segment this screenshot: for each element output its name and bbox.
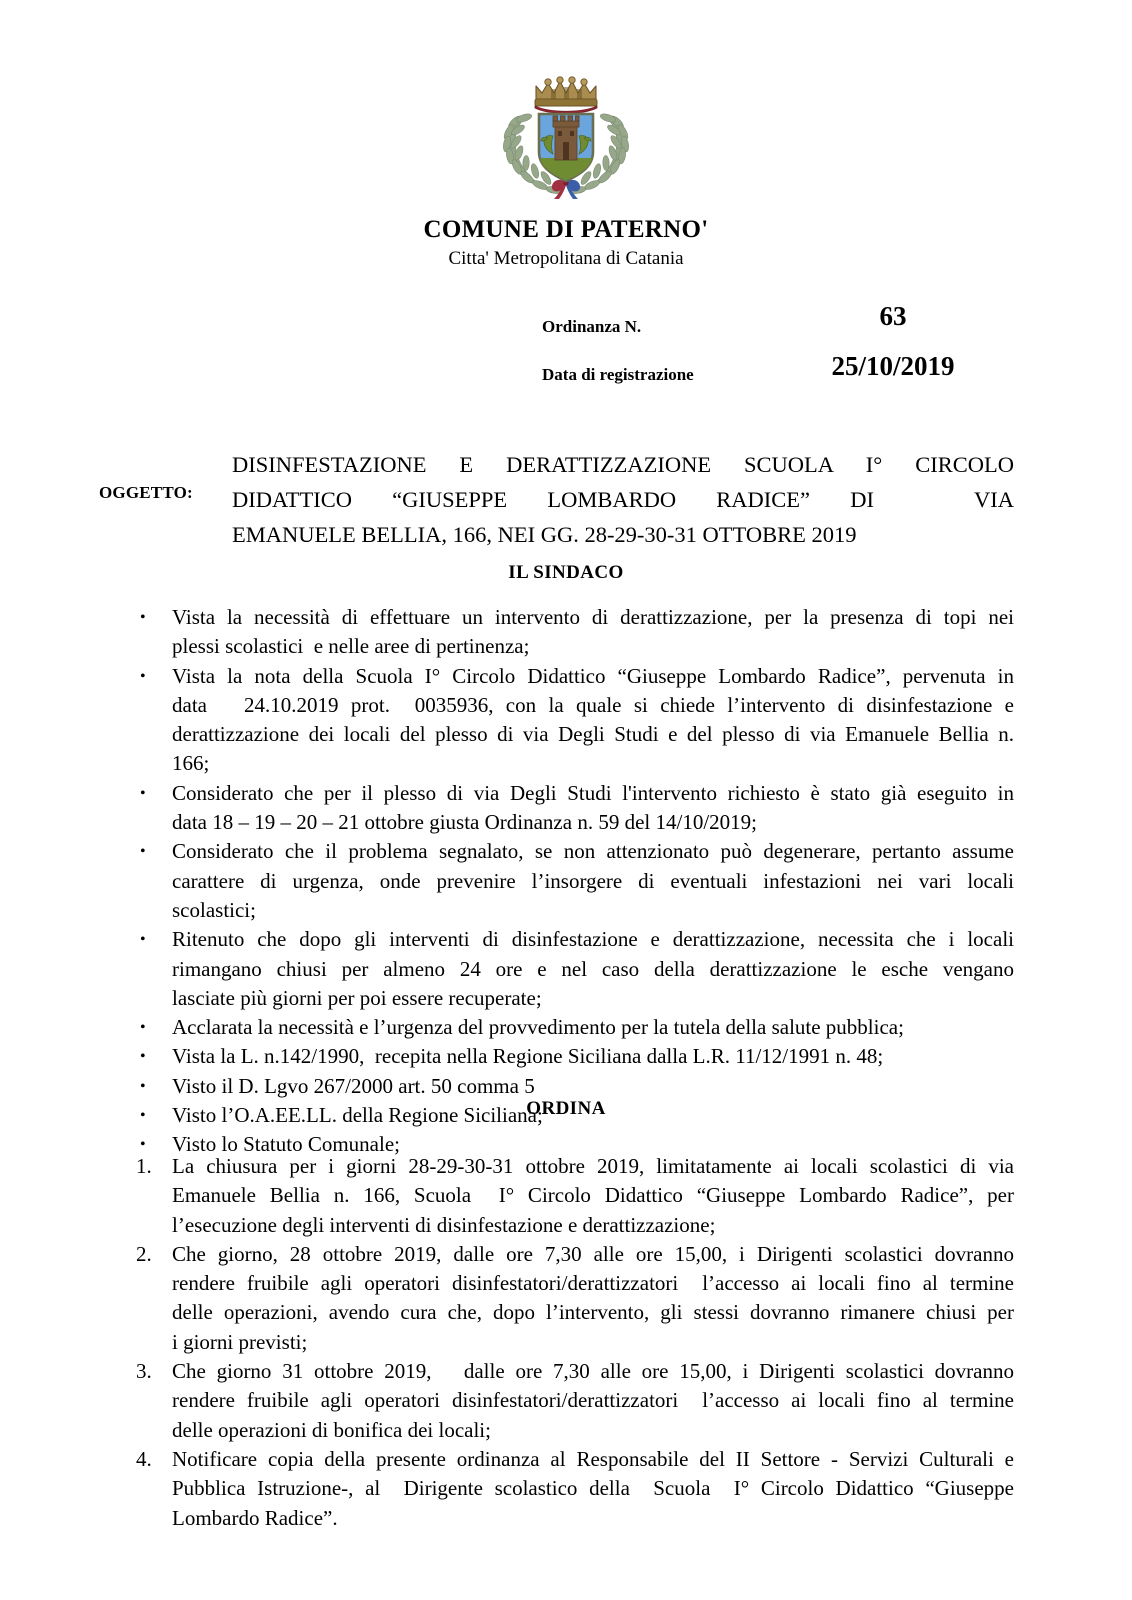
preamble-item-text <box>172 925 1014 1013</box>
ribbon <box>552 180 580 199</box>
text-line: Che giorno 31 ottobre 2019, dalle ore 7,30 alle ore 15,00, i Dirigenti scolastici dovranno <box>172 1359 1014 1384</box>
preamble-item <box>0 1042 1132 1071</box>
text-line: Notificare copia della presente ordinanza al Responsabile del II Settore - Servizi Culturali e <box>172 1446 1014 1471</box>
text-line: La chiusura per i giorni 28-29-30-31 ottobre 2019, limitatamente ai locali scolastici di via <box>172 1154 1014 1178</box>
text-line: l’esecuzione degli interventi di disinfestazione e derattizzazione; <box>172 1212 716 1237</box>
order-item <box>0 1357 1132 1445</box>
order-item-text <box>172 1357 1014 1445</box>
text-line: Considerato che il problema segnalato, se non attenzionato può degenerare, pertanto assume <box>172 839 1014 864</box>
text-line: Pubblica Istruzione-, al Dirigente scolastico della Scuola I° Circolo Didattico “Giuseppe <box>172 1476 1014 1501</box>
order-item-text <box>172 1445 1014 1533</box>
bullet-icon: • <box>140 609 146 626</box>
text-line: Lombardo Radice”. <box>172 1505 338 1530</box>
text-line: Considerato che per il plesso di via Degli Studi l'intervento richiesto è stato già eseguito in <box>172 780 1014 805</box>
text-line: carattere di urgenza, onde prevenire l’insorgere di eventuali infestazioni nei vari locali <box>172 868 1014 893</box>
preamble-item <box>0 837 1132 925</box>
subject-text <box>232 447 1014 552</box>
orders-list <box>0 1152 1132 1533</box>
text-line: delle operazioni, avendo cura che, dopo l’intervento, gli stessi dovranno rimanere chiusi per <box>172 1300 1014 1325</box>
text-line: scolastici; <box>172 897 256 922</box>
heading-il-sindaco: IL SINDACO <box>508 562 624 583</box>
ordinance-meta <box>0 300 1132 400</box>
text-line: delle operazioni di bonifica dei locali; <box>172 1417 491 1442</box>
bullet-icon: • <box>140 1077 146 1095</box>
text-line: Visto il D. Lgvo 267/2000 art. 50 comma 5 <box>172 1073 535 1098</box>
preamble-item <box>0 779 1132 838</box>
text-line: rendere fruibile agli operatori disinfestatori/derattizzatori l’accesso ai locali fino al termine <box>172 1271 1014 1296</box>
municipality-subtitle: Citta' Metropolitana di Catania <box>448 248 684 269</box>
preamble-item <box>0 1013 1132 1042</box>
text-line: Che giorno, 28 ottobre 2019, dalle ore 7,30 alle ore 15,00, i Dirigenti scolastici dovranno <box>172 1241 1014 1266</box>
text-line: Ritenuto che dopo gli interventi di disinfestazione e derattizzazione, necessita che i locali <box>172 927 1014 952</box>
text-line: lasciate più giorni per poi essere recuperate; <box>172 985 542 1010</box>
text-line: derattizzazione dei locali del plesso di via Degli Studi e del plesso di via Emanuele Bellia n. <box>172 722 1014 747</box>
text-line: DIDATTICO “GIUSEPPE LOMBARDO RADICE” DI VIA <box>232 487 1014 512</box>
order-item-number: 2. <box>136 1241 152 1266</box>
order-item-text <box>172 1240 1014 1357</box>
bullet-icon: • <box>140 667 146 685</box>
preamble-list <box>0 603 1132 1160</box>
order-item-number: 3. <box>136 1359 152 1384</box>
preamble-item-text <box>172 1013 1014 1042</box>
crown-icon <box>535 77 597 113</box>
order-item <box>0 1152 1132 1240</box>
shield <box>539 114 593 181</box>
preamble-item-text <box>172 837 1014 925</box>
heading-ordina: ORDINA <box>526 1098 606 1119</box>
bullet-icon: • <box>140 784 146 802</box>
ordinance-number-value: 63 <box>879 301 907 331</box>
coat-of-arms-icon <box>491 74 641 199</box>
preamble-item-text <box>172 1042 1014 1071</box>
text-line: DISINFESTAZIONE E DERATTIZZAZIONE SCUOLA I° CIRCOLO <box>232 452 1014 477</box>
registration-date-value: 25/10/2019 <box>831 351 955 381</box>
order-item <box>0 1445 1132 1533</box>
text-line: 166; <box>172 751 210 776</box>
municipality-title: COMUNE DI PATERNO' <box>423 216 709 243</box>
subject-block <box>99 447 1014 552</box>
text-line: data 24.10.2019 prot. 0035936, con la quale si chiede l’intervento di disinfestazione e <box>172 692 1014 717</box>
preamble-item-text <box>172 779 1014 838</box>
bullet-icon: • <box>140 1048 146 1066</box>
preamble-item-text <box>172 1072 1014 1101</box>
text-line: Vista la L. n.142/1990, recepita nella Regione Siciliana dalla L.R. 11/12/1991 n. 48; <box>172 1044 884 1069</box>
bullet-icon: • <box>140 1019 146 1037</box>
order-item-number: 4. <box>136 1446 152 1471</box>
crest-container <box>0 74 1132 199</box>
ordinance-number-label: Ordinanza N. <box>542 317 642 336</box>
order-item-number: 1. <box>136 1154 152 1178</box>
preamble-item <box>0 1072 1132 1101</box>
text-line: Emanuele Bellia n. 166, Scuola I° Circolo Didattico “Giuseppe Lombardo Radice”, per <box>172 1183 1014 1208</box>
registration-date-row <box>0 351 1132 399</box>
text-line: Visto lo Statuto Comunale; <box>172 1132 400 1157</box>
order-item <box>0 1240 1132 1357</box>
preamble-item-text <box>172 603 1014 662</box>
bullet-icon: • <box>140 843 146 861</box>
order-item-text <box>172 1152 1014 1240</box>
preamble-item <box>0 662 1132 779</box>
bullet-icon: • <box>140 1107 146 1125</box>
bullet-icon: • <box>140 931 146 949</box>
bullet-icon: • <box>140 1136 146 1154</box>
text-line: Vista la nota della Scuola I° Circolo Didattico “Giuseppe Lombardo Radice”, pervenuta in <box>172 663 1014 688</box>
text-line: plessi scolastici e nelle aree di pertinenza; <box>172 634 530 659</box>
text-line: i giorni previsti; <box>172 1329 308 1354</box>
text-line: rendere fruibile agli operatori disinfestatori/derattizzatori l’accesso ai locali fino al termine <box>172 1388 1014 1413</box>
preamble-item-text <box>172 662 1014 779</box>
registration-date-label: Data di registrazione <box>542 365 694 384</box>
subject-label: OGGETTO: <box>99 483 193 502</box>
ordinance-number-row <box>0 301 1132 351</box>
text-line: data 18 – 19 – 20 – 21 ottobre giusta Ordinanza n. 59 del 14/10/2019; <box>172 810 757 835</box>
text-line: EMANUELE BELLIA, 166, NEI GG. 28-29-30-31 OTTOBRE 2019 <box>232 522 857 547</box>
text-line: rimangano chiusi per almeno 24 ore e nel caso della derattizzazione le esche vengano <box>172 956 1014 981</box>
text-line: Acclarata la necessità e l’urgenza del provvedimento per la tutela della salute pubblica; <box>172 1015 904 1040</box>
text-line: Visto l’O.A.EE.LL. della Regione Siciliana; <box>172 1103 543 1128</box>
preamble-item <box>0 925 1132 1013</box>
text-line: Vista la necessità di effettuare un intervento di derattizzazione, per la presenza di topi nei <box>172 605 1014 629</box>
preamble-item <box>0 603 1132 662</box>
